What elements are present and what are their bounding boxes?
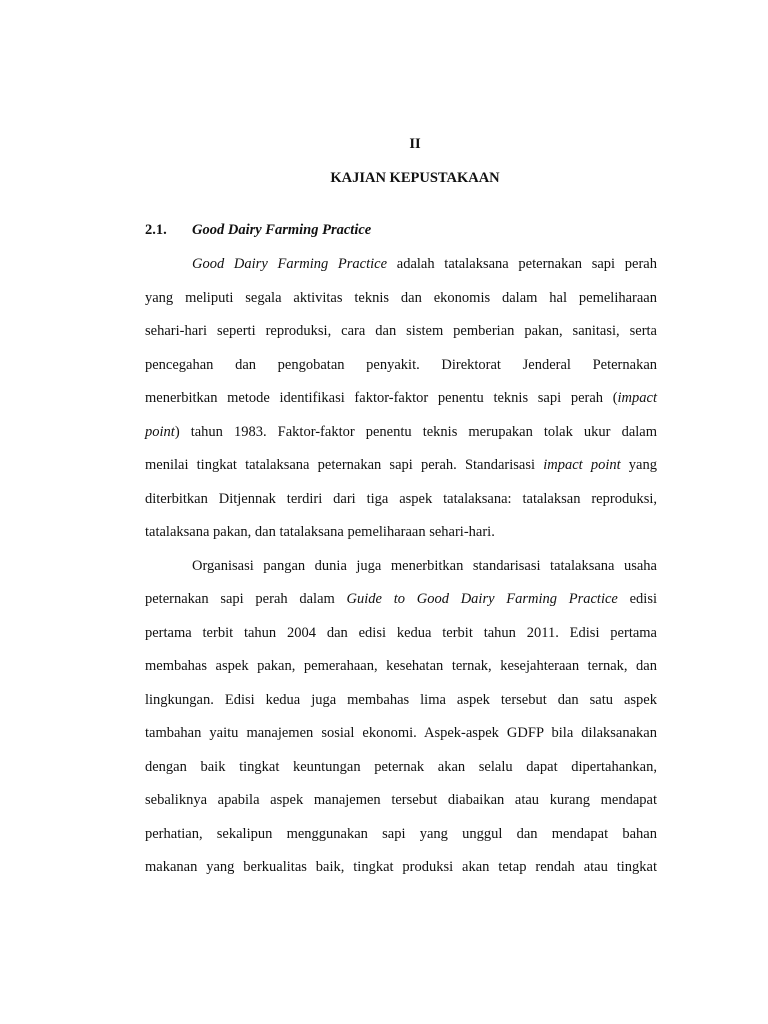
text-line [192,557,657,575]
italic-text: impact point [543,457,621,473]
text-line [145,289,657,307]
text-line [145,724,657,742]
text-run: pencegahan dan pengobatan penyakit. Direktorat Jenderal Peternakan [145,357,657,373]
text-run: edisi [617,591,657,607]
text-run: peternakan sapi perah dalam [145,591,347,607]
italic-text: point [145,424,175,440]
text-run: sebaliknya apabila aspek manajemen tersebut diabaikan atau kurang mendapat [145,792,657,808]
text-run: tambahan yaitu manajemen sosial ekonomi. Aspek-aspek GDFP bila dilaksanakan [145,725,657,741]
text-line [145,322,657,340]
text-line [145,423,657,441]
text-line [145,490,657,508]
text-line [145,356,657,374]
text-run: yang meliputi segala aktivitas teknis dan ekonomis dalam hal pemeliharaan [145,290,657,306]
text-line [145,590,657,608]
text-run: lingkungan. Edisi kedua juga membahas lima aspek tersebut dan satu aspek [145,692,657,708]
text-line [145,456,657,474]
text-line [145,657,657,675]
text-line [145,758,657,776]
italic-text: impact [617,390,657,406]
text-line [192,255,657,273]
text-run: adalah tatalaksana peternakan sapi perah [387,256,657,272]
text-line [145,791,657,809]
text-run: makanan yang berkualitas baik, tingkat produksi akan tetap rendah atau tingkat [145,859,657,875]
section-heading [145,222,371,239]
section-number: 2.1. [145,222,167,238]
chapter-title: KAJIAN KEPUSTAKAAN [330,170,500,186]
text-run: Organisasi pangan dunia juga menerbitkan standarisasi tatalaksana usaha [192,558,657,574]
text-run: diterbitkan Ditjennak terdiri dari tiga aspek tatalaksana: tatalaksan reproduksi, [145,491,657,507]
text-run: ) tahun 1983. Faktor-faktor penentu teknis merupakan tolak ukur dalam [174,424,657,440]
text-run: pertama terbit tahun 2004 dan edisi kedua terbit tahun 2011. Edisi pertama [145,625,657,641]
chapter-number: II [409,136,421,152]
italic-text: Good Dairy Farming Practice [192,256,388,272]
text-run: dengan baik tingkat keuntungan peternak akan selalu dapat dipertahankan, [145,759,657,775]
text-run: menerbitkan metode identifikasi faktor-faktor penentu teknis sapi perah ( [145,390,618,406]
text-run: tatalaksana pakan, dan tatalaksana pemeliharaan sehari-hari. [145,524,495,540]
text-run: perhatian, sekalipun menggunakan sapi yang unggul dan mendapat bahan [145,826,657,842]
text-run: menilai tingkat tatalaksana peternakan sapi perah. Standarisasi [145,457,544,473]
text-line [145,691,657,709]
text-line [145,523,657,541]
text-run: membahas aspek pakan, pemerahaan, kesehatan ternak, kesejahteraan ternak, dan [145,658,657,674]
text-line [145,389,657,407]
text-run: sehari-hari seperti reproduksi, cara dan sistem pemberian pakan, sanitasi, serta [145,323,657,339]
italic-text: Guide to Good Dairy Farming Practice [346,591,618,607]
text-line [145,825,657,843]
text-line [145,858,657,876]
text-line [145,624,657,642]
text-run: yang [620,457,657,473]
section-title: Good Dairy Farming Practice [192,222,372,238]
